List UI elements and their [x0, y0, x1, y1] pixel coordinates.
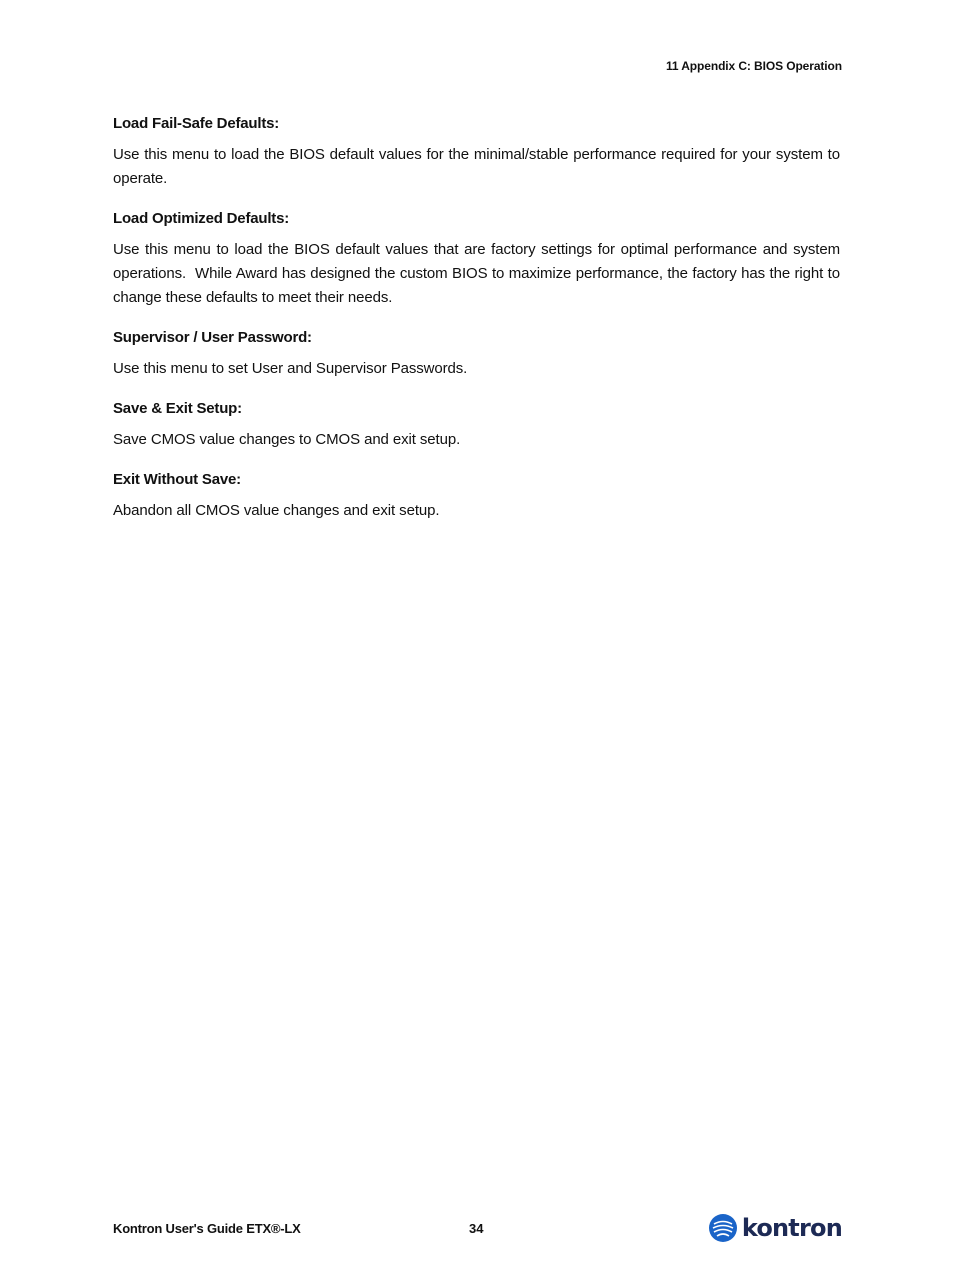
- footer-page-number: 34: [469, 1221, 484, 1236]
- section-save-exit-setup: [113, 399, 840, 452]
- page-header-chapter: 11 Appendix C: BIOS Operation: [665, 59, 842, 73]
- section-heading: Load Optimized Defaults:: [113, 210, 290, 227]
- section-supervisor-user-password: [113, 328, 840, 381]
- section-load-optimized-defaults: [113, 209, 845, 310]
- section-heading: Save & Exit Setup:: [113, 400, 242, 417]
- section-load-fail-safe-defaults: [113, 114, 840, 191]
- page-footer: [113, 1216, 842, 1248]
- kontron-logo: [708, 1213, 842, 1243]
- section-body: Use this menu to load the BIOS default values for the minimal/stable performance required for your system to operate.: [113, 146, 840, 187]
- kontron-logo-icon: [708, 1213, 738, 1243]
- section-exit-without-save: [113, 470, 840, 523]
- section-body: Use this menu to set User and Supervisor Passwords.: [113, 360, 468, 377]
- footer-document-title: Kontron User's Guide ETX®-LX: [113, 1221, 301, 1236]
- section-heading: Load Fail-Safe Defaults:: [113, 115, 280, 132]
- kontron-logo-text: kontron: [741, 1214, 842, 1242]
- section-body: Use this menu to load the BIOS default values that are factory settings for optimal performance and system operations. While Award has designed the custom BIOS to maximize performance, the factory has the right to change these defaults to meet their needs.: [113, 241, 845, 306]
- section-heading: Supervisor / User Password:: [113, 329, 312, 346]
- section-body: Abandon all CMOS value changes and exit setup.: [113, 502, 440, 519]
- document-content: [113, 114, 845, 541]
- section-heading: Exit Without Save:: [113, 471, 241, 488]
- section-body: Save CMOS value changes to CMOS and exit setup.: [113, 431, 461, 448]
